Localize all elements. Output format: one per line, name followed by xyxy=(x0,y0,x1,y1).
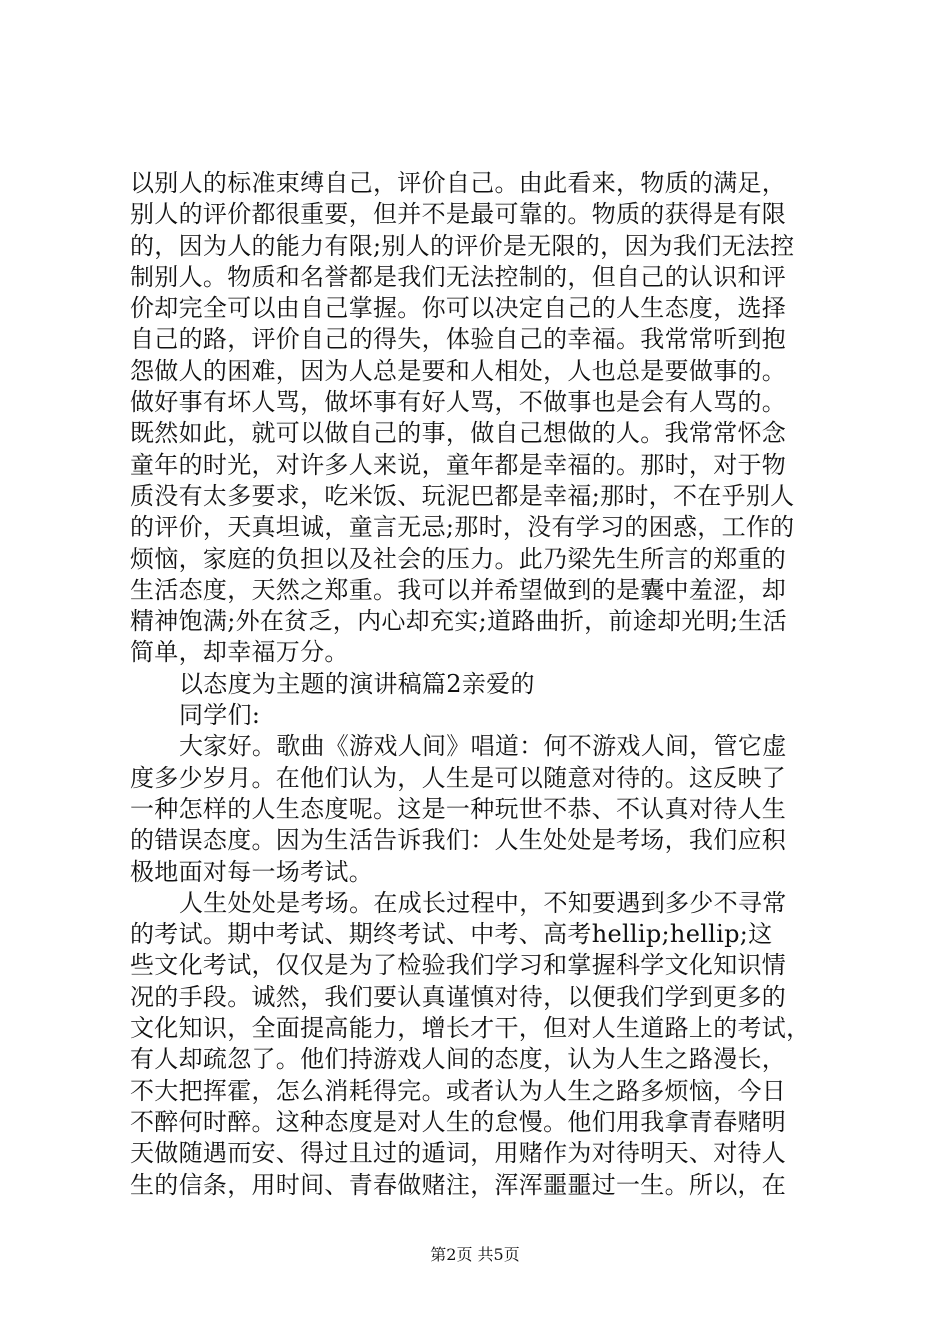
text-line: 大家好。歌曲《游戏人间》唱道：何不游戏人间，管它虚 xyxy=(179,732,787,761)
text-line: 生活态度，天然之郑重。我可以并希望做到的是囊中羞涩，却 xyxy=(130,575,787,604)
text-line: 质没有太多要求，吃米饭、玩泥巴都是幸福;那时，不在乎别人 xyxy=(130,481,795,510)
text-line: 的错误态度。因为生活告诉我们：人生处处是考场，我们应积 xyxy=(130,826,787,855)
text-line: 的评价，天真坦诚，童言无忌;那时，没有学习的困惑，工作的 xyxy=(130,513,795,542)
text-line: 不大把挥霍，怎么消耗得完。或者认为人生之路多烦恼，今日 xyxy=(130,1076,787,1105)
text-line: 不醉何时醉。这种态度是对人生的怠慢。他们用我拿青春赌明 xyxy=(130,1107,787,1136)
text-line: 以别人的标准束缚自己，评价自己。由此看来，物质的满足， xyxy=(130,169,787,197)
document-body xyxy=(130,168,830,1201)
text-line: 以态度为主题的演讲稿篇2亲爱的 xyxy=(179,669,535,698)
text-line: 些文化考试，仅仅是为了检验我们学习和掌握科学文化知识情 xyxy=(130,951,787,980)
text-line: 度多少岁月。在他们认为，人生是可以随意对待的。这反映了 xyxy=(130,763,787,792)
text-line: 别人的评价都很重要，但并不是最可靠的。物质的获得是有限 xyxy=(130,200,787,229)
text-line: 自己的路，评价自己的得失，体验自己的幸福。我常常听到抱 xyxy=(130,325,787,354)
text-line: 怨做人的困难，因为人总是要和人相处，人也总是要做事的。 xyxy=(130,356,787,385)
text-line: 简单，却幸福万分。 xyxy=(130,638,349,667)
text-line: 人生处处是考场。在成长过程中，不知要遇到多少不寻常 xyxy=(179,888,787,917)
text-line: 的，因为人的能力有限;别人的评价是无限的，因为我们无法控 xyxy=(130,231,795,260)
text-line: 文化知识，全面提高能力，增长才干，但对人生道路上的考试， xyxy=(130,1014,811,1043)
text-line: 烦恼，家庭的负担以及社会的压力。此乃梁先生所言的郑重的 xyxy=(130,544,787,573)
text-line: 做好事有坏人骂，做坏事有好人骂，不做事也是会有人骂的。 xyxy=(130,388,787,417)
text-line: 天做随遇而安、得过且过的遁词，用赌作为对待明天、对待人 xyxy=(130,1139,787,1168)
text-line: 既然如此，就可以做自己的事，做自己想做的人。我常常怀念 xyxy=(130,419,787,448)
text-line: 童年的时光，对许多人来说，童年都是幸福的。那时，对于物 xyxy=(130,450,787,479)
page-footer: 第2页 共5页 xyxy=(430,1245,520,1264)
text-line: 的考试。期中考试、期终考试、中考、高考hellip;hellip;这 xyxy=(130,920,773,949)
text-line: 同学们: xyxy=(179,701,261,730)
text-line: 价却完全可以由自己掌握。你可以决定自己的人生态度，选择 xyxy=(130,294,787,323)
text-line: 制别人。物质和名誉都是我们无法控制的，但自己的认识和评 xyxy=(130,262,787,291)
text-line: 有人却疏忽了。他们持游戏人间的态度，认为人生之路漫长， xyxy=(130,1045,787,1074)
text-line: 一种怎样的人生态度呢。这是一种玩世不恭、不认真对待人生 xyxy=(130,794,787,823)
text-line: 极地面对每一场考试。 xyxy=(130,857,373,886)
text-line: 生的信条，用时间、青春做赌注，浑浑噩噩过一生。所以，在 xyxy=(130,1170,787,1199)
text-line: 况的手段。诚然，我们要认真谨慎对待，以便我们学到更多的 xyxy=(130,982,787,1011)
text-line: 精神饱满;外在贫乏，内心却充实;道路曲折，前途却光明;生活 xyxy=(130,607,787,636)
